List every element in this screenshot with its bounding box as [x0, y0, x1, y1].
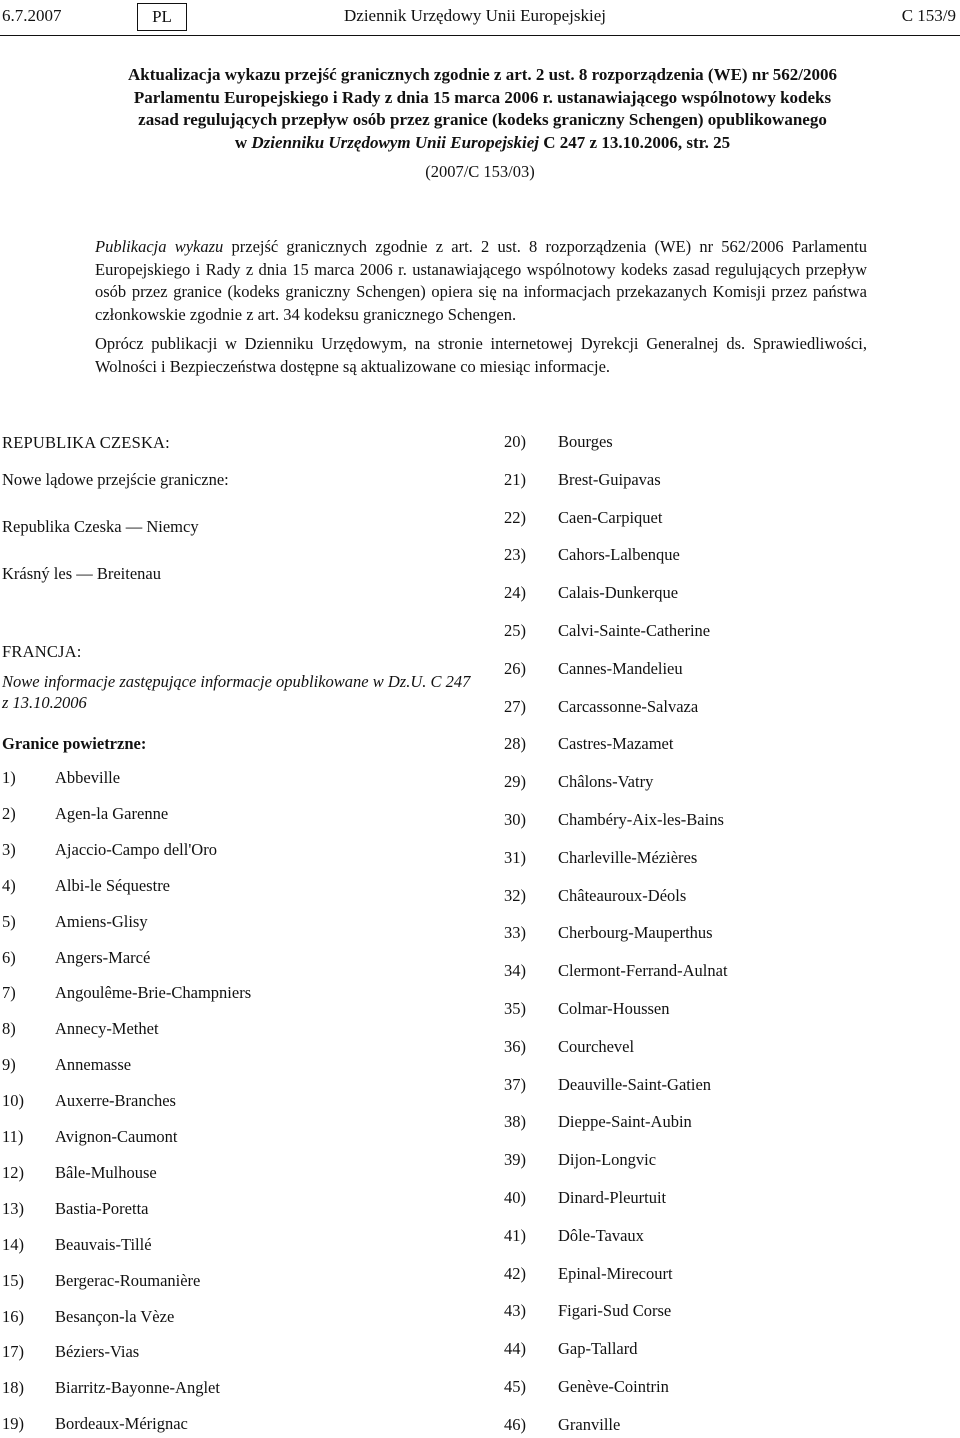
airport-name: Chambéry-Aix-les-Bains [558, 810, 724, 829]
section-heading-air-borders [2, 734, 146, 754]
list-item-number: 27) [504, 696, 526, 716]
airport-name: Charleville-Mézières [558, 847, 698, 867]
border-pair: Republika Czeska — Niemcy [2, 517, 199, 536]
title-prefix: w [234, 132, 252, 152]
list-item-number: 8) [2, 1019, 16, 1039]
list-item-number: 3) [2, 839, 16, 859]
airport-name: Agen-la Garenne [55, 803, 169, 823]
airport-name: Amiens-Glisy [55, 911, 148, 931]
list-item-number: 22) [504, 507, 526, 527]
airport-name: Dijon-Longvic [558, 1150, 657, 1170]
list-item-number: 20) [504, 432, 526, 451]
list-item-number: 5) [2, 911, 16, 931]
airport-name: Gap-Tallard [558, 1339, 638, 1359]
intro-paragraph-1 [95, 236, 867, 326]
airport-name: Courchevel [558, 1036, 635, 1056]
airport-name: Calvi-Sainte-Catherine [558, 621, 711, 640]
journal-name: Dziennik Urzędowy Unii Europejskiej [344, 6, 607, 25]
crossing-name: Krásný les — Breitenau [2, 564, 161, 583]
new-crossing-label: Nowe lądowe przejście graniczne: [2, 470, 229, 489]
list-item-number: 39) [504, 1150, 526, 1170]
replacement-note-2 [2, 693, 87, 713]
airport-name: Figari-Sud Corse [558, 1301, 672, 1321]
list-item-number: 14) [2, 1234, 24, 1254]
list-item-number: 26) [504, 658, 526, 678]
airport-name: Genève-Cointrin [558, 1377, 669, 1396]
section-label: Granice powietrzne: [2, 734, 147, 753]
list-item-number: 33) [504, 923, 526, 943]
airport-name: Epinal-Mirecourt [558, 1263, 673, 1283]
airport-name: Dinard-Pleurtuit [558, 1188, 667, 1207]
list-item-number: 15) [2, 1270, 24, 1290]
list-item-number: 17) [2, 1342, 24, 1362]
airport-name: Caen-Carpiquet [558, 507, 663, 527]
notice-reference: (2007/C 153/03) [425, 162, 535, 181]
notice-title [95, 64, 870, 154]
airport-name: Béziers-Vias [55, 1342, 140, 1362]
list-item-number: 29) [504, 772, 526, 792]
title-suffix: C 247 z 13.10.2006, str. 25 [539, 132, 731, 152]
title-line: Parlamentu Europejskiego i Rady z dnia 15 marca 2006 r. ustanawiającego wspólnotowy kodeks [133, 87, 832, 107]
list-item-number: 25) [504, 621, 526, 640]
list-item-number: 10) [2, 1091, 24, 1111]
airport-name: Besançon-la Vèze [55, 1306, 175, 1326]
airport-name: Dôle-Tavaux [558, 1225, 644, 1245]
airport-name: Bâle-Mulhouse [55, 1162, 157, 1182]
airport-name: Albi-le Séquestre [55, 875, 171, 895]
title-journal-italic: Dzienniku Urzędowym Unii Europejskiej [251, 132, 540, 152]
airport-name: Calais-Dunkerque [558, 583, 679, 603]
note-line-2: z 13.10.2006 [2, 693, 87, 712]
list-item-number: 45) [504, 1377, 526, 1396]
country-heading-czech: REPUBLIKA CZESKA: [2, 433, 170, 452]
list-item-number: 13) [2, 1198, 24, 1218]
airport-name: Castres-Mazamet [558, 734, 674, 754]
list-item-number: 30) [504, 810, 526, 829]
list-item-number: 2) [2, 803, 16, 823]
list-item-number: 9) [2, 1055, 16, 1075]
airport-name: Angers-Marcé [55, 947, 151, 967]
airport-name: Dieppe-Saint-Aubin [558, 1112, 692, 1132]
list-item-number: 11) [2, 1127, 24, 1146]
list-item-number: 7) [2, 983, 16, 1003]
airport-name: Cannes-Mandelieu [558, 658, 683, 678]
list-item-number: 21) [504, 469, 526, 489]
intro-paragraph-2: Oprócz publikacji w Dzienniku Urzędowym, na stronie internetowej Dyrekcji Generalnej ds. Sprawiedliwości, Wolności i Bezpieczeństwa dostępne są aktualizowane co miesiąc informacje. [95, 334, 867, 376]
list-item-number: 36) [504, 1036, 526, 1056]
list-item-number: 31) [504, 847, 526, 867]
page-number: C 153/9 [901, 6, 956, 25]
list-item-number: 32) [504, 885, 526, 905]
publication-date: 6.7.2007 [2, 6, 62, 25]
airport-name: Biarritz-Bayonne-Anglet [55, 1378, 220, 1398]
airport-name: Brest-Guipavas [558, 469, 661, 489]
list-item-number: 43) [504, 1301, 526, 1321]
airport-name: Clermont-Ferrand-Aulnat [558, 961, 728, 981]
page-header [0, 0, 960, 36]
note-line-1: Nowe informacje zastępujące informacje opublikowane w Dz.U. C 247 [2, 672, 471, 691]
airport-name: Cherbourg-Mauperthus [558, 923, 713, 943]
airport-name: Bastia-Poretta [55, 1198, 149, 1218]
list-item-number: 18) [2, 1378, 24, 1398]
airport-name: Cahors-Lalbenque [558, 545, 680, 565]
intro-italic: Publikacja wykazu [95, 237, 224, 256]
list-item-number: 41) [504, 1225, 526, 1245]
airport-name: Annecy-Methet [55, 1019, 159, 1039]
list-item-number: 23) [504, 545, 526, 565]
list-item-number: 12) [2, 1162, 24, 1182]
list-item-number: 42) [504, 1263, 526, 1283]
list-item-number: 6) [2, 947, 16, 967]
airport-name: Ajaccio-Campo dell'Oro [55, 839, 217, 859]
replacement-note [2, 672, 470, 692]
list-item-number: 4) [2, 875, 16, 895]
list-item-number: 1) [2, 768, 16, 787]
list-item-number: 24) [504, 583, 526, 603]
airport-name: Châlons-Vatry [558, 772, 654, 792]
language-badge: PL [137, 3, 187, 31]
header-rule [0, 35, 960, 36]
airport-name: Bourges [558, 432, 613, 451]
airport-name: Carcassonne-Salvaza [558, 696, 699, 716]
airport-name: Auxerre-Branches [55, 1091, 176, 1111]
title-line: Aktualizacja wykazu przejść granicznych zgodnie z art. 2 ust. 8 rozporządzenia (WE) nr 562/2006 [127, 65, 838, 84]
list-item-number: 37) [504, 1074, 526, 1094]
airport-name: Deauville-Saint-Gatien [558, 1074, 712, 1094]
airport-name: Bordeaux-Mérignac [55, 1414, 188, 1434]
airport-name: Colmar-Houssen [558, 999, 670, 1018]
list-item-number: 19) [2, 1414, 24, 1434]
list-item-number: 35) [504, 999, 526, 1018]
airport-name: Beauvais-Tillé [55, 1234, 152, 1254]
title-line: zasad regulujących przepływ osób przez granice (kodeks graniczny Schengen) opublikowanego [138, 110, 827, 129]
airport-name: Bergerac-Roumanière [55, 1270, 201, 1290]
list-item-number: 16) [2, 1306, 24, 1326]
title-line [95, 132, 870, 155]
list-item-number: 44) [504, 1339, 526, 1359]
list-item-number: 38) [504, 1112, 526, 1132]
airport-name: Granville [558, 1414, 621, 1434]
list-item-number: 28) [504, 734, 526, 754]
airport-name: Avignon-Caumont [55, 1127, 178, 1146]
list-item-number: 46) [504, 1414, 526, 1434]
country-heading-france: FRANCJA: [2, 642, 82, 661]
list-item-number: 34) [504, 961, 526, 981]
airport-name: Abbeville [55, 768, 121, 787]
intro-text: przejść granicznych zgodnie z art. 2 ust. 8 rozporządzenia (WE) nr 562/2006 Parlamentu Europejskiego i Rady z dnia 15 marca 2006 r. ustanawiającego wspólnotowy kodeks zasad regulujących przepływ osób przez granice (kodeks graniczny Schengen) opiera się na informacjach przekazanych Komisji przez państwa członkowskie zgodnie z art. 34 kodeksu granicznego Schengen. [95, 237, 868, 324]
list-item-number: 40) [504, 1188, 526, 1207]
airport-name: Châteauroux-Déols [558, 885, 687, 905]
airport-name: Angoulême-Brie-Champniers [55, 983, 252, 1003]
airport-name: Annemasse [55, 1055, 132, 1075]
